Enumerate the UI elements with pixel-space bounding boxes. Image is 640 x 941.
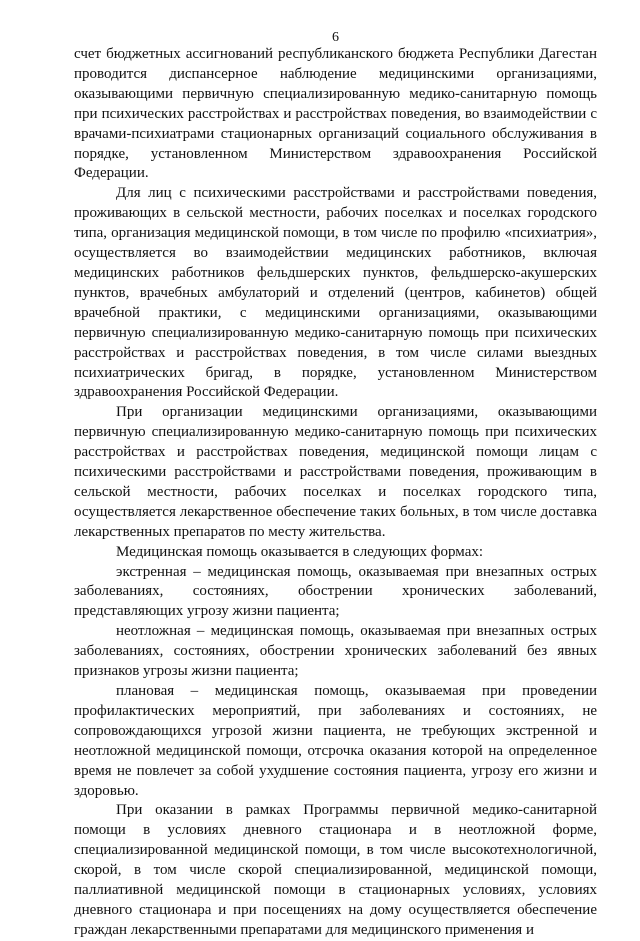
paragraph-6: неотложная – медицинская помощь, оказываемая при внезапных острых заболеваниях, состояниях, обострении хронических заболеваний без явных признаков угрозы жизни пациента; — [74, 623, 597, 680]
paragraph-3: При организации медицинскими организациями, оказывающими первичную специализированную медико-санитарную помощь при психических расстройствах и расстройствах поведения, медицинской помощи лицам с психическими расстройствами и расстройствами поведения, проживающим в сельской местности, рабочих поселках и поселках городского типа, осуществляется лекарственное обеспечение таких больных, в том числе доставка лекарственных препаратов по месту жительства. — [74, 404, 597, 540]
paragraph-5: экстренная – медицинская помощь, оказываемая при внезапных острых заболеваниях, состояниях, обострении хронических заболеваний, представляющих угрозу жизни пациента; — [74, 563, 597, 620]
paragraph-1: счет бюджетных ассигнований республиканского бюджета Республики Дагестан проводится диспансерное наблюдение медицинскими организациями, оказывающими первичную специализированную медико-санитарную помощь при психических расстройствах и расстройствах поведения, во взаимодействии с врачами-психиатрами стационарных организаций социального обслуживания в порядке, установленном Министерством здравоохранения Российской Федерации. — [74, 46, 597, 182]
paragraph-2: Для лиц с психическими расстройствами и расстройствами поведения, проживающих в сельской местности, рабочих поселках и поселках городского типа, организация медицинской помощи, в том числе по профилю «психиатрия», осуществляется во взаимодействии медицинских работников, включая медицинских работников фельдшерских пунктов, фельдшерско-акушерских пунктов, врачебных амбулаторий и отделений (центров, кабинетов) общей врачебной практики, с медицинскими организациями, оказывающими первичную специализированную медико-санитарную помощь при психических расстройствах и расстройствах поведения, в том числе силами выездных психиатрических бригад, в порядке, установленном Министерством здравоохранения Российской Федерации. — [74, 185, 597, 401]
page-number: 6 — [332, 30, 339, 45]
document-body — [74, 45, 597, 941]
paragraph-4: Медицинская помощь оказывается в следующих формах: — [116, 543, 484, 560]
paragraph-7: плановая – медицинская помощь, оказываемая при проведении профилактических мероприятий, при заболеваниях и состояниях, не сопровождающихся угрозой жизни пациента, не требующих экстренной и неотложной медицинской помощи, отсрочка оказания которой на определенное время не повлечет за собой ухудшение состояния пациента, угрозу его жизни и здоровью. — [74, 683, 597, 799]
paragraph-8: При оказании в рамках Программы первичной медико-санитарной помощи в условиях дневного стационара и в неотложной форме, специализированной медицинской помощи, в том числе высокотехнологичной, скорой, в том числе скорой специализированной, медицинской помощи, паллиативной медицинской помощи в стационарных условиях, условиях дневного стационара и при посещениях на дому осуществляется обеспечение граждан лекарственными препаратами для медицинского применения и — [74, 802, 597, 938]
